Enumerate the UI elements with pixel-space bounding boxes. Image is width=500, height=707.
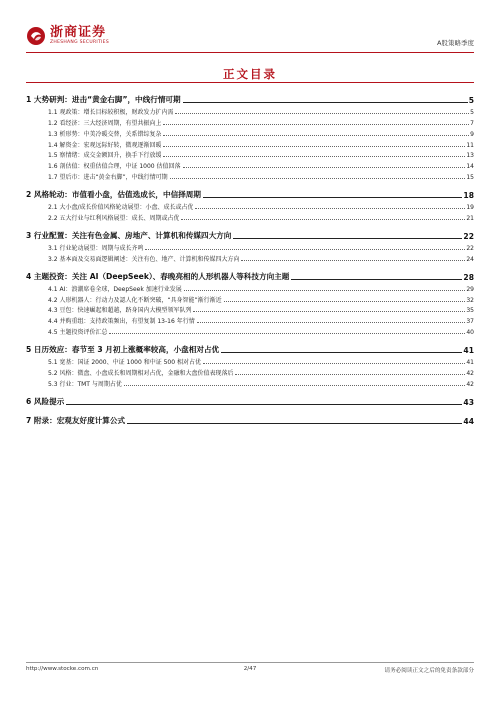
toc-entry-page: 40 [466,329,474,337]
toc-subsection[interactable] [26,293,474,304]
dot-leader [183,102,468,103]
footer-url[interactable]: http://www.stocke.com.cn [26,666,99,672]
dot-leader [145,249,465,250]
toc-title: 正文目录 [223,67,277,81]
dot-leader [221,352,462,353]
toc-entry-label: 2.1 大小盘/成长价值风格轮动展望：小盘、成长或占优 [48,204,194,212]
dot-leader [163,146,465,147]
toc-entry-page: 13 [466,152,474,160]
toc-entry-label: 5.3 行业：TMT 与周期占优 [48,380,122,388]
toc-entry-page: 7 [470,119,474,127]
toc-subsection[interactable] [26,138,474,149]
toc-subsection[interactable] [26,200,474,211]
toc-section[interactable] [26,340,474,355]
brand-name-cn: 浙商证券 [50,25,107,41]
toc-entry-label: 1.4 解资金：宏观远际好转，微观逐渐回暖 [48,141,162,149]
company-logo [26,26,109,46]
toc-section[interactable] [26,226,474,241]
dot-leader [170,178,466,179]
toc-section[interactable] [26,392,474,407]
dot-leader [203,363,465,364]
dot-leader [66,404,462,405]
toc-entry-page: 35 [466,307,474,315]
toc-entry-page: 22 [466,244,474,252]
toc-entry-page: 29 [466,285,474,293]
footer-disclaimer: 请务必阅读正文之后的免责条款部分 [384,668,474,674]
toc-entry-page: 22 [463,232,474,242]
header-divider [26,52,474,53]
toc-entry-page: 42 [466,370,474,378]
toc-section[interactable] [26,267,474,282]
toc-entry-label: 1.6 剖估值：权重估值合理，中证 1000 估值回落 [48,163,181,171]
toc-subsection[interactable] [26,149,474,160]
toc-subsection[interactable] [26,170,474,181]
dot-leader [291,279,462,280]
toc-entry-label: 4.5 主题投资评价汇总 [48,329,108,337]
toc-subsection[interactable] [26,116,474,127]
dot-leader [195,208,465,209]
toc-entry-label: 1.2 看经济：三大经济周期，有望共振向上 [48,119,162,127]
toc-entry-page: 15 [466,174,474,182]
dot-leader [163,135,469,136]
dot-leader [184,290,466,291]
dot-leader [224,301,466,302]
footer-page-number: 2/47 [243,666,257,672]
dot-leader [124,385,465,386]
toc-subsection[interactable] [26,377,474,388]
toc-entry-label: 4 主题投资：关注 AI（DeepSeek）、春晚亮相的人形机器人等科技方向主题 [26,271,290,281]
toc-subsection[interactable] [26,304,474,315]
toc-entry-page: 42 [466,380,474,388]
dot-leader [109,333,465,334]
toc-entry-label: 2 风格轮动：市值看小盘，估值选成长，中信择周期 [26,190,201,200]
toc-subsection[interactable] [26,241,474,252]
dot-leader [233,238,462,239]
toc-entry-label: 2.2 五大行业与红利风格展望：成长、周期或占优 [48,215,180,223]
page-header [26,26,474,54]
dot-leader [197,322,466,323]
toc-subsection[interactable] [26,105,474,116]
toc-subsection[interactable] [26,355,474,366]
brand-name-en: ZHESHANG SECURITIES [50,40,109,46]
toc-entry-label: 3.1 行业轮动展望：周期与成长齐鸣 [48,244,144,252]
toc-subsection[interactable] [26,159,474,170]
toc-entry-page: 9 [470,130,474,138]
dot-leader [183,167,466,168]
toc-entry-label: 1 大势研判：进击“黄金右脚”，中线行情可期 [26,95,181,104]
toc-entry-page: 18 [463,191,474,201]
toc-entry-page: 5 [468,96,474,105]
toc-entry-page: 19 [466,204,474,212]
dot-leader [181,219,465,220]
toc-entry-page: 37 [466,318,474,326]
toc-entry-label: 4.2 人形机器人：行动力及認人化不断突破，“具身智能”渐行渐近 [48,296,222,304]
dot-leader [163,156,465,157]
toc-entry-page: 28 [463,272,474,282]
logo-icon [26,26,46,46]
toc-entry-label: 3.2 基本面及交易面逻辑阐述：关注有色、地产、计算机和传媒四大方向 [48,255,240,263]
toc-subsection[interactable] [26,282,474,293]
toc-subsection[interactable] [26,127,474,138]
toc-entry-page: 21 [466,215,474,223]
toc-entry-page: 24 [466,255,474,263]
toc-entry-page: 41 [463,346,474,356]
toc-entry-label: 5.1 宽基：国证 2000、中证 1000 和中证 500 相对占优 [48,359,201,367]
toc-entry-label: 4.1 AI：浪潮席卷全球，DeepSeek 加速行业发展 [48,285,182,293]
toc-entry-label: 4.4 并购重组：支持政策频出，有望复制 13-16 年行情 [48,318,195,326]
dot-leader [235,374,465,375]
toc-subsection[interactable] [26,314,474,325]
toc-entry-label: 5 日历效应：春节至 3 月初上涨概率较高，小盘相对占优 [26,345,220,355]
toc-section[interactable] [26,411,474,426]
toc-section[interactable] [26,90,474,105]
toc-entry-page: 32 [466,296,474,304]
toc-entry-label: 3 行业配置：关注有色金属、房地产、计算机和传媒四大方向 [26,231,232,241]
toc-section[interactable] [26,185,474,200]
toc-entry-label: 6 风险提示 [26,396,65,406]
toc-entry-label: 4.3 豆包：快速崛起和超越，跻身国内大模型领军队列 [48,307,192,315]
toc-entry-label: 5.2 风格：微盘、小盘成长和周期相对占优，金融和大盘价值表现落后 [48,370,234,378]
dot-leader [241,260,465,261]
report-type-label: A股策略季度 [437,39,474,47]
toc-entry-page: 44 [463,416,474,426]
toc-subsection[interactable] [26,252,474,263]
toc-entry-page: 14 [466,163,474,171]
dot-leader [163,124,469,125]
toc-entry-label: 1.7 望后市：进击“黄金右脚”，中线行情可期 [48,174,168,182]
dot-leader [175,113,469,114]
toc-entry-label: 1.1 观政策：增长目标较积极，财政发力扩内需 [48,108,174,116]
toc-subsection[interactable] [26,211,474,222]
table-of-contents [26,86,474,426]
dot-leader [127,423,462,424]
toc-entry-label: 1.3 析形势：中美冷暖交替，关系错综复杂 [48,130,162,138]
toc-subsection[interactable] [26,325,474,336]
toc-entry-page: 43 [463,397,474,407]
toc-title-divider [26,82,474,83]
dot-leader [203,197,462,198]
dot-leader [193,311,465,312]
toc-entry-page: 41 [466,359,474,367]
toc-entry-label: 1.5 察情绪：成交金额回升，换手下行放缓 [48,152,162,160]
toc-entry-label: 7 附录：宏观友好度计算公式 [26,415,126,425]
toc-entry-page: 5 [470,108,474,116]
toc-subsection[interactable] [26,366,474,377]
footer-divider [26,662,474,663]
toc-entry-page: 11 [466,141,474,149]
